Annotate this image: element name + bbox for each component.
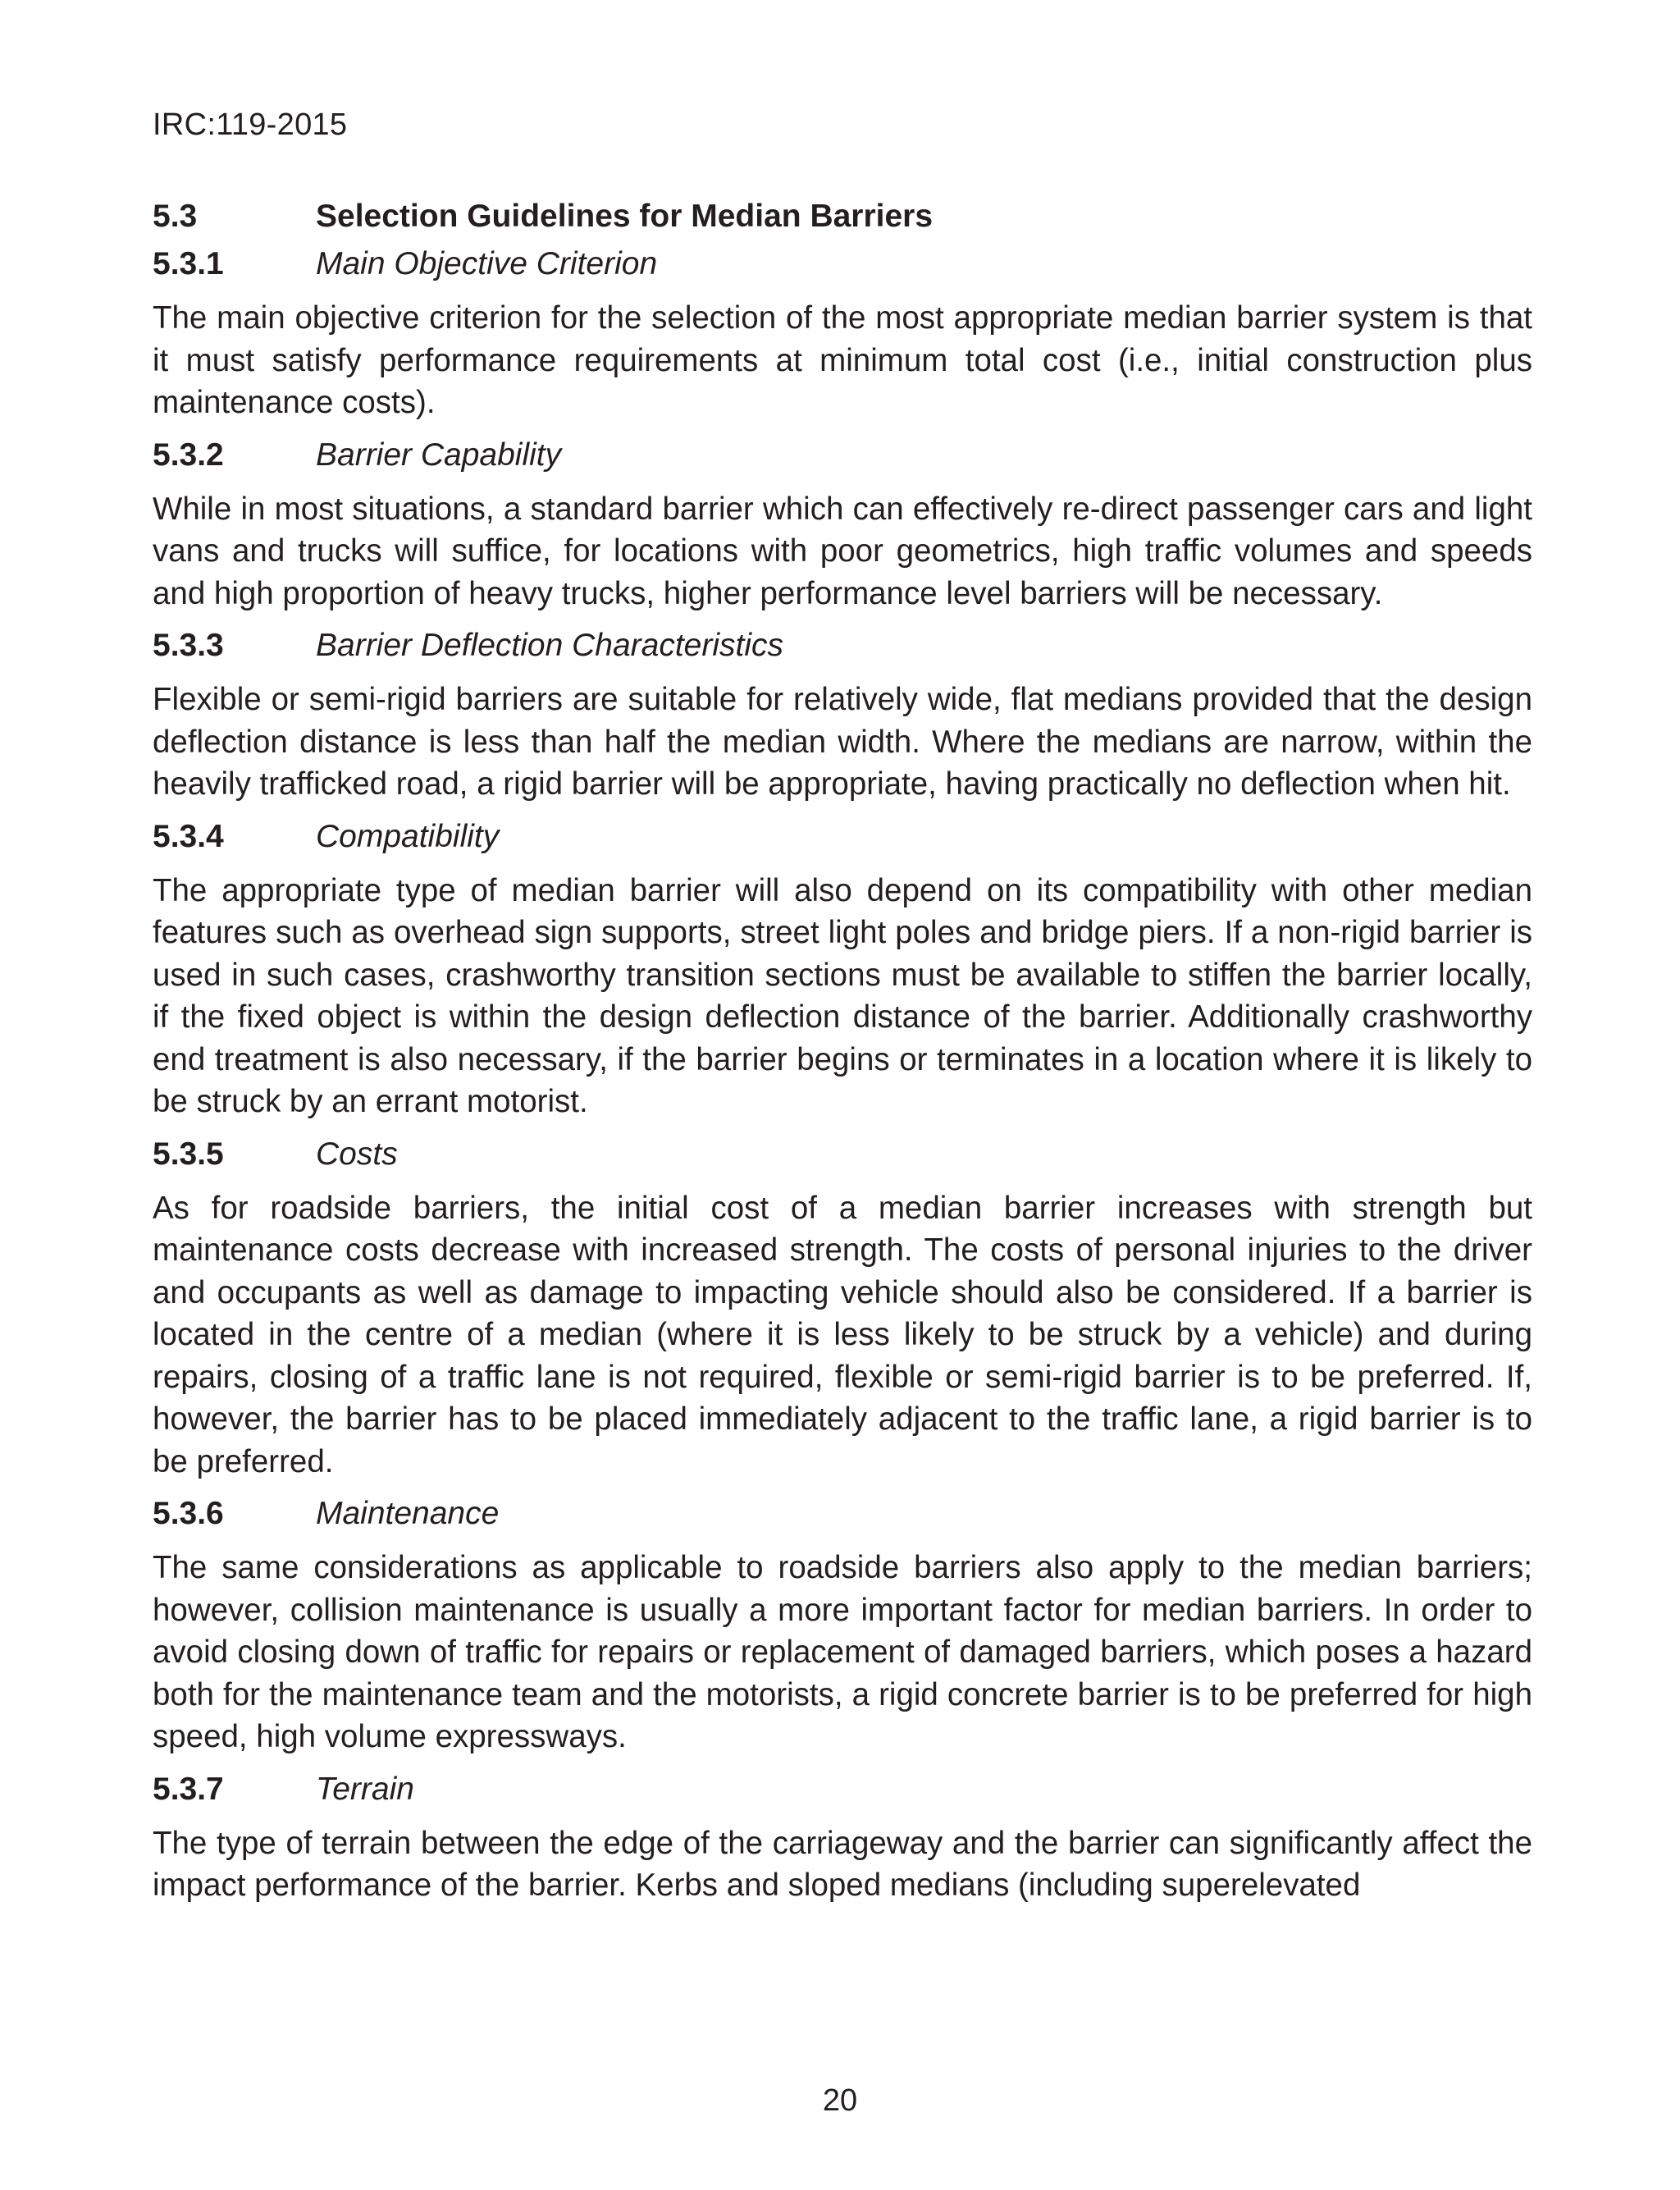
paragraph-5-3-1: The main objective criterion for the selection of the most appropriate median barrier system is that it must satisfy performance requirements at minimum total cost (i.e., initial construction plus maintenance costs). <box>153 300 1532 420</box>
subsection-title: Costs <box>316 1136 398 1172</box>
section-number: 5.3 <box>153 199 198 234</box>
section-title: Selection Guidelines for Median Barriers <box>316 199 934 234</box>
page-number: 20 <box>822 2083 858 2118</box>
paragraph-5-3-2: While in most situations, a standard barrier which can effectively re-direct passenger cars and light vans and trucks will suffice, for locations with poor geometrics, high traffic volumes and speeds and high proportion of heavy trucks, higher performance level barriers will be necessary. <box>153 491 1532 611</box>
subsection-number: 5.3.4 <box>153 818 224 854</box>
subsection-number: 5.3.7 <box>153 1771 224 1807</box>
subsection-title: Main Objective Criterion <box>316 246 658 281</box>
subsection-number: 5.3.2 <box>153 437 224 473</box>
subsection-number: 5.3.5 <box>153 1136 224 1172</box>
paragraph-5-3-3: Flexible or semi-rigid barriers are suitable for relatively wide, flat medians provided that the design deflection distance is less than half the median width. Where the medians are narrow, within the heavily trafficked road, a rigid barrier will be appropriate, having practically no deflection when hit. <box>153 682 1532 802</box>
subsection-heading-5-3-2 <box>153 436 1532 475</box>
subsection-number: 5.3.6 <box>153 1496 224 1531</box>
subsection-heading-5-3-1 <box>153 245 1532 284</box>
subsection-heading-5-3-3 <box>153 626 1532 665</box>
subsection-title: Terrain <box>316 1771 414 1807</box>
paragraph-5-3-6: The same considerations as applicable to roadside barriers also apply to the median barriers; however, collision maintenance is usually a more important factor for median barriers. In order to avoid closing down of traffic for repairs or replacement of damaged barriers, which poses a hazard both for the maintenance team and the motorists, a rigid concrete barrier is to be preferred for high speed, high volume expressways. <box>153 1550 1532 1754</box>
subsection-title: Barrier Capability <box>316 437 562 473</box>
subsection-heading-5-3-6 <box>153 1494 1532 1534</box>
subsection-title: Compatibility <box>316 818 500 854</box>
paragraph-5-3-4: The appropriate type of median barrier will also depend on its compatibility with other median features such as overhead sign supports, street light poles and bridge piers. If a non-rigid barrier is used in such cases, crashworthy transition sections must be available to stiffen the barrier locally, if the fixed object is within the design deflection distance of the barrier. Additionally crashworthy end treatment is also necessary, if the barrier begins or terminates in a location where it is likely to be struck by an errant motorist. <box>153 872 1532 1119</box>
subsection-heading-5-3-7 <box>153 1770 1532 1809</box>
paragraph-5-3-5: As for roadside barriers, the initial cost of a median barrier increases with strength but maintenance costs decrease with increased strength. The costs of personal injuries to the driver and occupants as well as damage to impacting vehicle should also be considered. If a barrier is located in the centre of a median (where it is less likely to be struck by a vehicle) and during repairs, closing of a traffic lane is not required, flexible or semi-rigid barrier is to be preferred. If, however, the barrier has to be placed immediately adjacent to the traffic lane, a rigid barrier is to be preferred. <box>153 1190 1532 1479</box>
document-code: IRC:119-2015 <box>153 107 348 142</box>
subsection-number: 5.3.3 <box>153 628 224 663</box>
subsection-heading-5-3-5 <box>153 1135 1532 1174</box>
paragraph-5-3-7: The type of terrain between the edge of the carriageway and the barrier can significantly affect the impact performance of the barrier. Kerbs and sloped medians (including superelevated <box>153 1825 1532 1903</box>
subsection-number: 5.3.1 <box>153 246 224 281</box>
subsection-title: Maintenance <box>316 1496 500 1531</box>
subsection-heading-5-3-4 <box>153 817 1532 857</box>
subsection-title: Barrier Deflection Characteristics <box>316 628 784 663</box>
section-heading <box>153 197 1532 236</box>
page-content <box>153 197 1532 1918</box>
